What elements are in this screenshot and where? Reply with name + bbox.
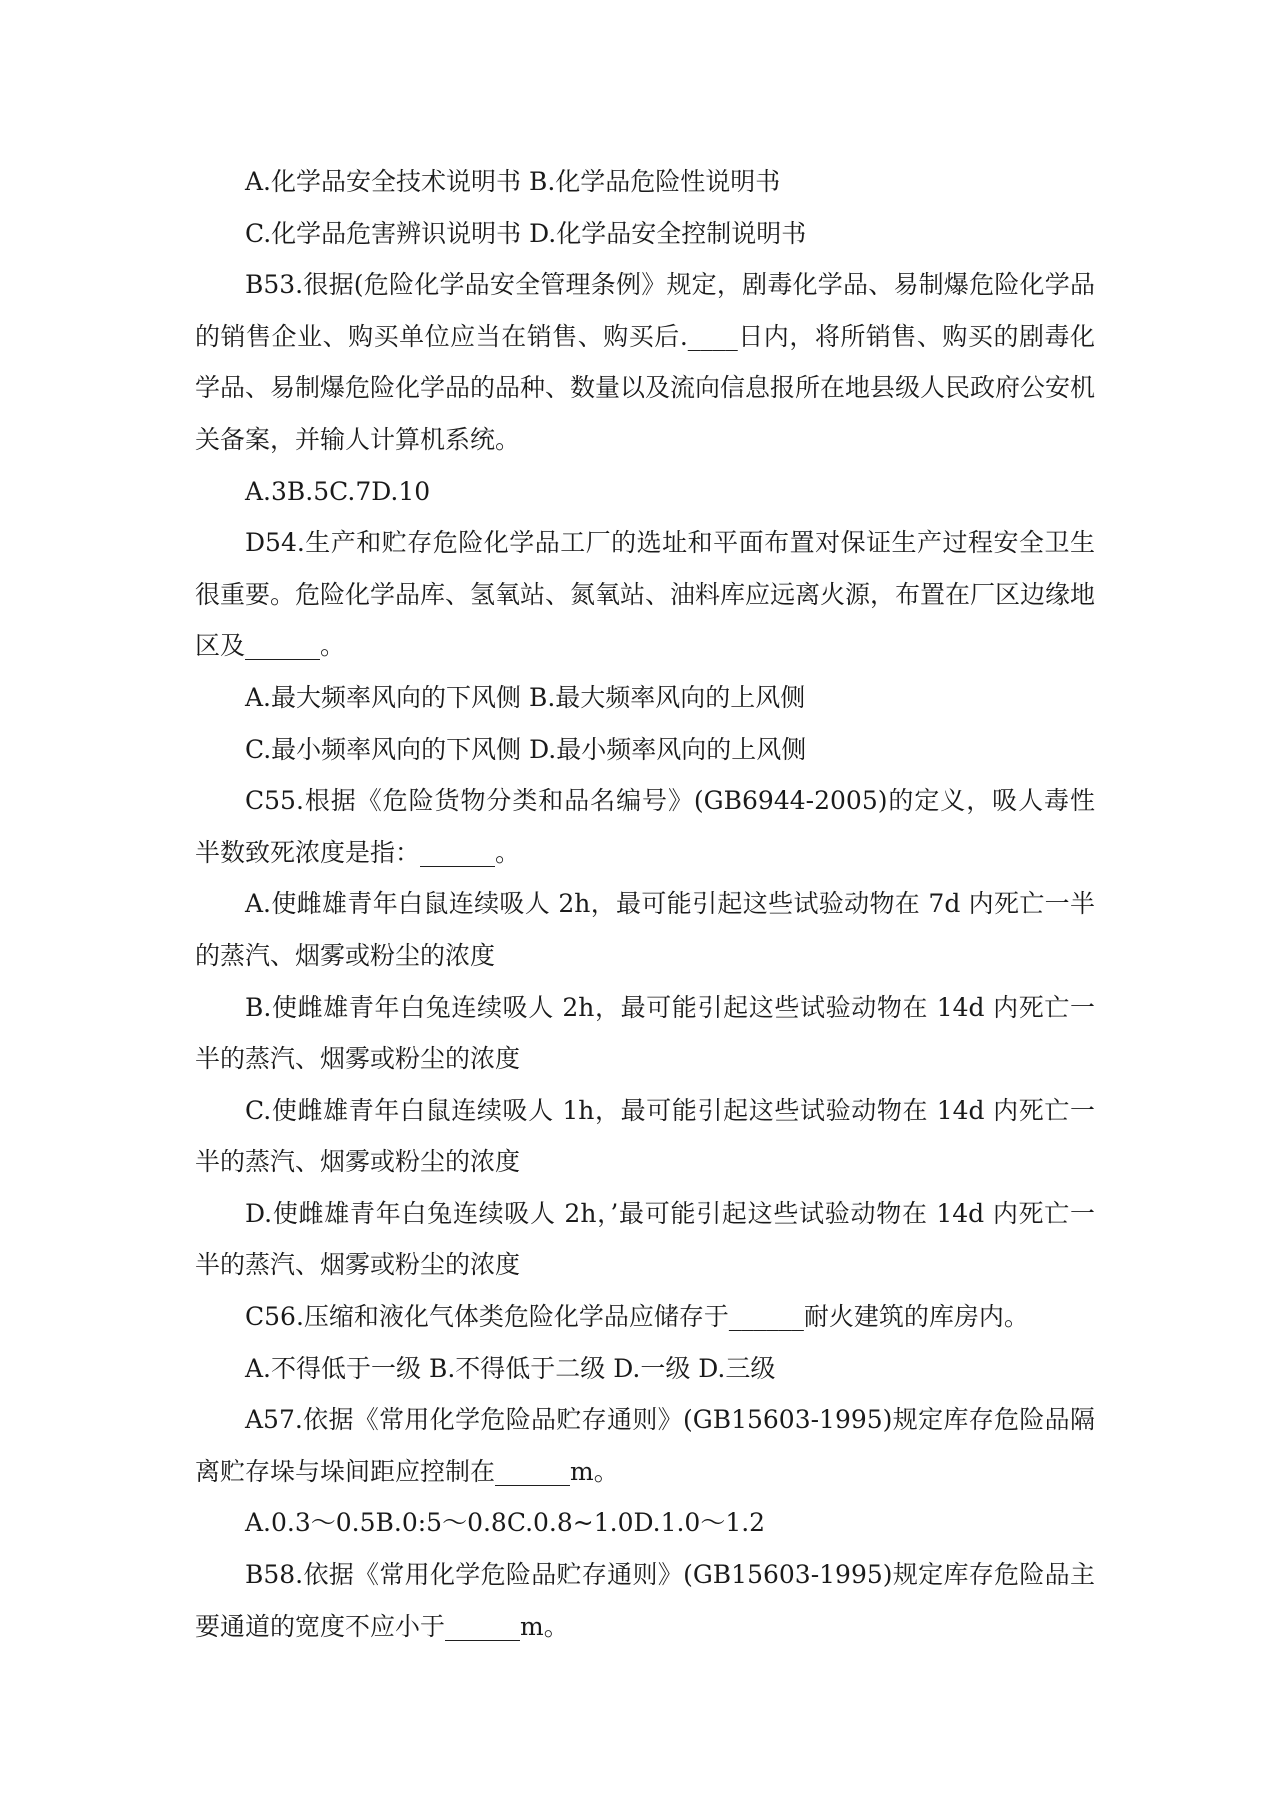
option-q55-d: D.使雌雄青年白兔连续吸人 2h，’最可能引起这些试验动物在 14d 内死亡一半的蒸汽、烟雾或粉尘的浓度 [195, 1198, 1095, 1280]
question-55: C55.根据《危险货物分类和品名编号》(GB6944-2005)的定义，吸人毒性半数致死浓度是指：______。 [195, 786, 1095, 867]
question-53: B53.很据(危险化学品安全管理条例》规定，剧毒化学品、易制爆危险化学品的销售企业、购买单位应当在销售、购买后.____日内，将所销售、购买的剧毒化学品、易制爆危险化学品的品种、数量以及流向信息报所在地县级人民政府公安机关备案，并输人计算机系统。 [195, 270, 1096, 454]
question-58: B58.依据《常用化学危险品贮存通则》(GB15603-1995)规定库存危险品主要通道的宽度不应小于______m。 [195, 1560, 1095, 1641]
question-54: D54.生产和贮存危险化学品工厂的选址和平面布置对保证生产过程安全卫生很重要。危险化学品库、氢氧站、氮氧站、油料库应远离火源，布置在厂区边缘地区及______。 [195, 528, 1096, 661]
document-body [195, 156, 1095, 1652]
options-q57: A.0.3～0.5B.0:5～0.8C.0.8~1.0D.1.0～1.2 [245, 1508, 766, 1538]
option-line-q54-cd: C.最小频率风向的下风侧 D.最小频率风向的上风侧 [245, 734, 807, 764]
options-q56: A.不得低于一级 B.不得低于二级 D.一级 D.三级 [245, 1353, 776, 1383]
option-line-q52-cd: C.化学品危害辨识说明书 D.化学品安全控制说明书 [245, 218, 807, 248]
options-q53: A.3B.5C.7D.10 [245, 476, 431, 506]
option-q55-b: B.使雌雄青年白兔连续吸人 2h，最可能引起这些试验动物在 14d 内死亡一半的蒸汽、烟雾或粉尘的浓度 [195, 992, 1095, 1074]
option-q55-a: A.使雌雄青年白鼠连续吸人 2h，最可能引起这些试验动物在 7d 内死亡一半的蒸汽、烟雾或粉尘的浓度 [195, 889, 1095, 970]
option-q55-c: C.使雌雄青年白鼠连续吸人 1h，最可能引起这些试验动物在 14d 内死亡一半的蒸汽、烟雾或粉尘的浓度 [195, 1095, 1095, 1177]
option-line-q52-ab: A.化学品安全技术说明书 B.化学品危险性说明书 [245, 167, 781, 196]
question-56: C56.压缩和液化气体类危险化学品应储存于______耐火建筑的库房内。 [245, 1302, 1029, 1332]
option-line-q54-ab: A.最大频率风向的下风侧 B.最大频率风向的上风侧 [245, 682, 806, 712]
question-57: A57.依据《常用化学危险品贮存通则》(GB15603-1995)规定库存危险品隔离贮存垛与垛间距应控制在______m。 [195, 1405, 1095, 1486]
